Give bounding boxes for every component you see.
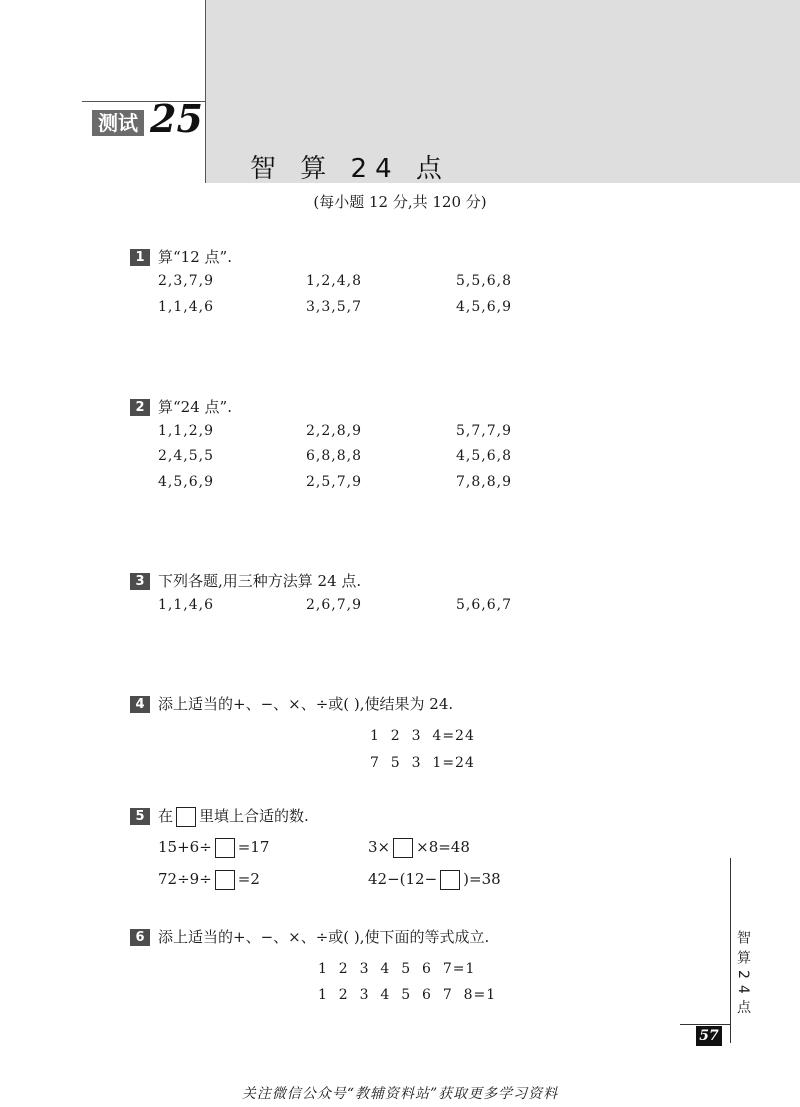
q2-cell: 2,2,8,9	[306, 423, 362, 439]
q3-cell: 1,1,4,6	[158, 597, 214, 613]
side-rule	[730, 858, 731, 1043]
answer-box[interactable]	[393, 838, 413, 858]
question-number-5: 5	[130, 808, 150, 825]
question-number-1: 1	[130, 249, 150, 266]
expression-part: 42−(12−	[368, 870, 438, 888]
q2-cell: 2,4,5,5	[158, 448, 214, 464]
answer-box[interactable]	[440, 870, 460, 890]
question-text-5	[158, 805, 309, 827]
q5-expression	[158, 870, 260, 890]
expression-part: =2	[237, 870, 260, 888]
page-subtitle: (每小题 12 分,共 120 分)	[313, 193, 487, 211]
q2-cell: 1,1,2,9	[158, 423, 214, 439]
question-text-3: 下列各题,用三种方法算 24 点.	[158, 572, 362, 590]
question-text-6: 添上适当的+、−、×、÷或( ),使下面的等式成立.	[158, 928, 490, 946]
q1-cell: 2,3,7,9	[158, 273, 214, 289]
q6-equation: 1 2 3 4 5 6 7 8=1	[318, 987, 497, 1003]
footer-note: 关注微信公众号“教辅资料站”获取更多学习资料	[241, 1086, 559, 1102]
expression-part: ×8=48	[416, 838, 470, 856]
answer-box[interactable]	[215, 870, 235, 890]
question-text-4: 添上适当的+、−、×、÷或( ),使结果为 24.	[158, 695, 454, 713]
q2-cell: 6,8,8,8	[306, 448, 362, 464]
q1-cell: 3,3,5,7	[306, 299, 362, 315]
q1-cell: 5,5,6,8	[456, 273, 512, 289]
q4-equation: 7 5 3 1=24	[370, 755, 475, 771]
q1-cell: 1,1,4,6	[158, 299, 214, 315]
q5-expression	[158, 838, 269, 858]
answer-box[interactable]	[215, 838, 235, 858]
chapter-side-label: 智算24点	[735, 930, 751, 1020]
q6-equation: 1 2 3 4 5 6 7=1	[318, 961, 476, 977]
q2-cell: 4,5,6,8	[456, 448, 512, 464]
q5-expression	[368, 870, 501, 890]
test-label: 测试	[92, 110, 144, 136]
q2-cell: 5,7,7,9	[456, 423, 512, 439]
page-title: 智 算 24 点	[250, 154, 450, 184]
q2-cell: 4,5,6,9	[158, 474, 214, 490]
q4-equation: 1 2 3 4=24	[370, 728, 475, 744]
q2-cell: 2,5,7,9	[306, 474, 362, 490]
question-number-3: 3	[130, 573, 150, 590]
question-text-1: 算“12 点”.	[158, 248, 232, 266]
expression-part: 72÷9÷	[158, 870, 212, 888]
expression-part: 15+6÷	[158, 838, 212, 856]
q1-cell: 1,2,4,8	[306, 273, 362, 289]
question-number-2: 2	[130, 399, 150, 416]
q5-text-post: 里填上合适的数.	[199, 807, 309, 825]
q2-cell: 7,8,8,9	[456, 474, 512, 490]
question-number-6: 6	[130, 929, 150, 946]
q1-cell: 4,5,6,9	[456, 299, 512, 315]
test-number: 25	[150, 96, 203, 141]
page-number: 57	[696, 1026, 722, 1046]
answer-box-example	[176, 807, 196, 827]
q5-expression	[368, 838, 470, 858]
page-rule	[680, 1024, 730, 1025]
question-text-2: 算“24 点”.	[158, 398, 232, 416]
expression-part: )=38	[463, 870, 501, 888]
expression-part: 3×	[368, 838, 391, 856]
q5-text-pre: 在	[158, 807, 174, 825]
q3-cell: 5,6,6,7	[456, 597, 512, 613]
q3-cell: 2,6,7,9	[306, 597, 362, 613]
question-number-4: 4	[130, 696, 150, 713]
expression-part: =17	[237, 838, 270, 856]
